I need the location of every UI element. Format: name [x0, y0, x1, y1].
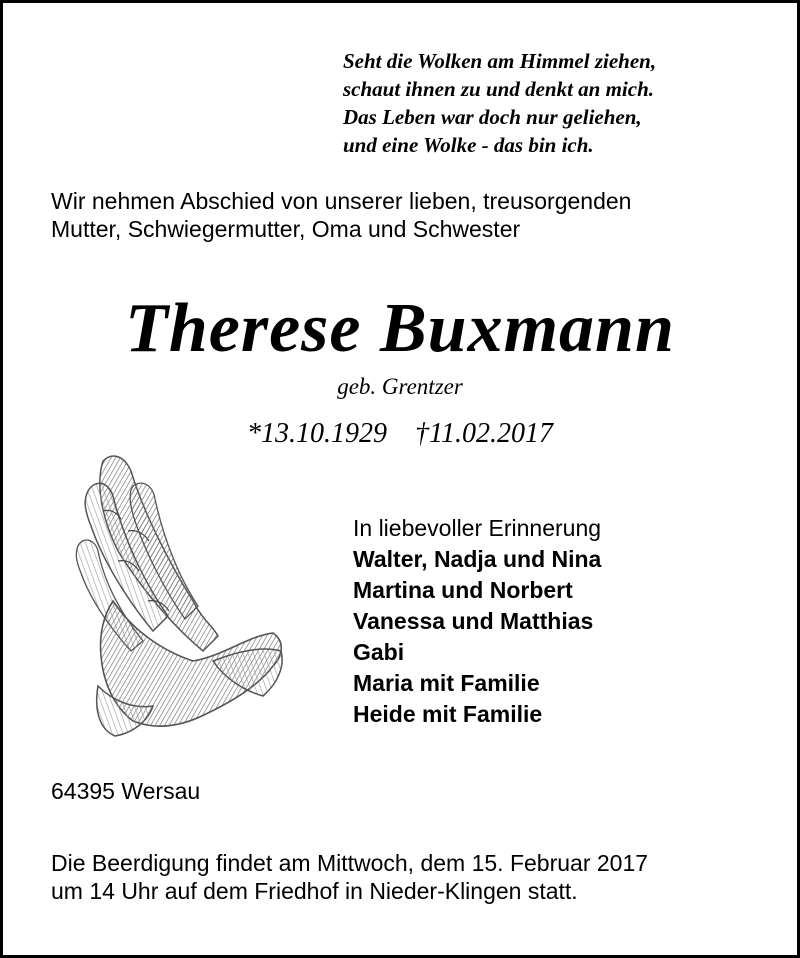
intro-line: Mutter, Schwiegermutter, Oma und Schwester	[51, 216, 521, 242]
remembrance-line: In liebevoller Erinnerung	[353, 515, 602, 541]
poem-line: und eine Wolke - das bin ich.	[343, 133, 594, 157]
farewell-intro	[51, 187, 631, 243]
poem-line: Das Leben war doch nur geliehen,	[343, 105, 642, 129]
deceased-name: Therese Buxmann	[125, 290, 675, 367]
funeral-line: um 14 Uhr auf dem Friedhof in Nieder-Klingen statt.	[51, 878, 578, 904]
mourner-name: Gabi	[353, 639, 405, 665]
mourner-name: Martina und Norbert	[353, 577, 573, 603]
mourner-name: Walter, Nadja und Nina	[353, 546, 602, 572]
poem-line: Seht die Wolken am Himmel ziehen,	[343, 49, 657, 73]
poem	[343, 47, 656, 159]
maiden-name: geb. Grentzer	[337, 374, 463, 399]
address: 64395 Wersau	[51, 778, 201, 804]
mourner-name: Maria mit Familie	[353, 670, 540, 696]
funeral-line: Die Beerdigung findet am Mittwoch, dem 15. Februar 2017	[51, 850, 649, 876]
mourners-list	[353, 544, 601, 730]
mourner-name: Heide mit Familie	[353, 701, 543, 727]
death-date: †11.02.2017	[415, 418, 553, 449]
poem-line: schaut ihnen zu und denkt an mich.	[343, 77, 655, 101]
praying-hands-icon	[73, 451, 288, 746]
life-dates	[3, 417, 797, 451]
funeral-notice	[51, 849, 648, 905]
birth-date: *13.10.1929	[247, 418, 388, 449]
intro-line: Wir nehmen Abschied von unserer lieben, treusorgenden	[51, 188, 632, 214]
mourners-block	[353, 513, 601, 730]
mourner-name: Vanessa und Matthias	[353, 608, 594, 634]
